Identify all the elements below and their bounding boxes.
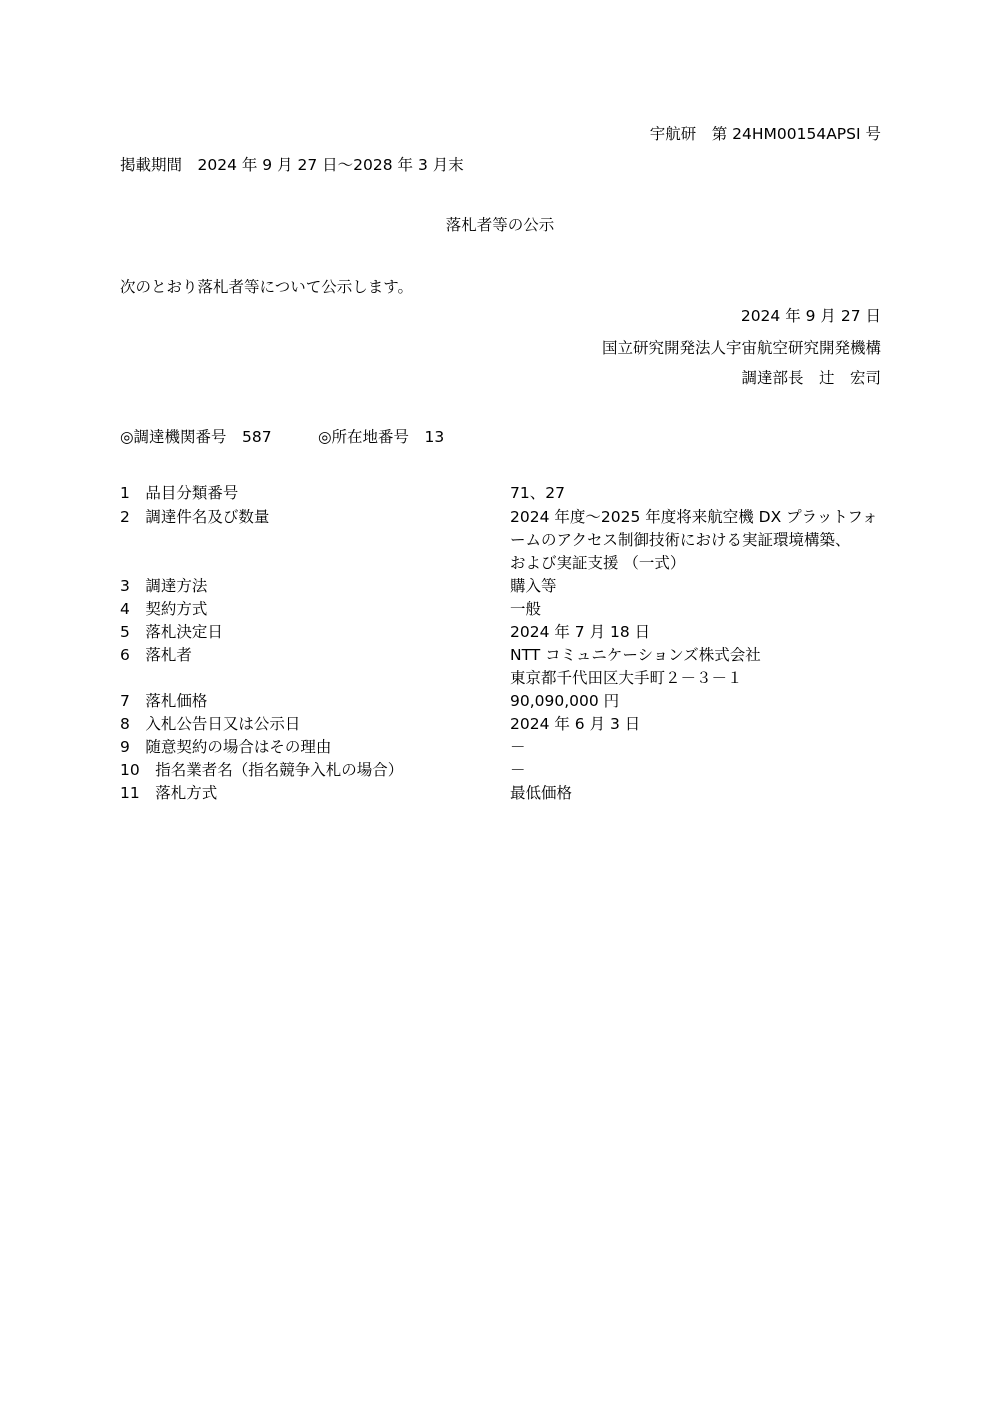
item-label: 10 指名業者名（指名競争入札の場合） (120, 761, 404, 779)
document-number: 宇航研 第 24HM00154APSI 号 (649, 125, 881, 143)
procurement-agency-code: ◎調達機関番号 587 (120, 428, 272, 446)
item-label: 8 入札公告日又は公示日 (120, 715, 301, 733)
item-label: 2 調達件名及び数量 (120, 508, 270, 526)
item-value (510, 759, 526, 782)
item-value (510, 621, 650, 644)
item-value-line: 購入等 (510, 577, 557, 595)
item-value-line: 東京都千代田区大手町２－３－１ (510, 669, 743, 687)
item-value-line: 2024 年 7 月 18 日 (510, 623, 651, 641)
item-value-line: 2024 年度～2025 年度将来航空機 DX プラットフォ (510, 508, 878, 526)
item-label: 6 落札者 (120, 646, 192, 664)
item-value-line: ームのアクセス制御技術における実証環境構築、 (510, 531, 851, 549)
item-value (510, 782, 572, 805)
issuer-organization: 国立研究開発法人宇宙航空研究開発機構 (601, 339, 881, 357)
item-value (510, 713, 640, 736)
issue-date: 2024 年 9 月 27 日 (740, 307, 881, 325)
item-value-line: 90,090,000 円 (510, 692, 620, 710)
item-value (510, 690, 619, 713)
item-value-line: － (510, 761, 526, 779)
item-value-line: 71、27 (510, 484, 565, 502)
item-value-line: － (510, 738, 526, 756)
item-label: 5 落札決定日 (120, 623, 223, 641)
item-value-line: および実証支援 （一式） (510, 554, 686, 572)
intro-text: 次のとおり落札者等について公示します。 (120, 278, 413, 296)
item-value-line: NTT コミュニケーションズ株式会社 (510, 646, 761, 664)
item-value (510, 736, 526, 759)
page-title: 落札者等の公示 (445, 216, 555, 234)
item-value (510, 506, 878, 575)
item-label: 7 落札価格 (120, 692, 208, 710)
item-value (510, 644, 761, 690)
item-value-line: 2024 年 6 月 3 日 (510, 715, 641, 733)
posting-period: 掲載期間 2024 年 9 月 27 日～2028 年 3 月末 (120, 156, 464, 174)
issuer-official: 調達部長 辻 宏司 (741, 369, 881, 387)
item-value (510, 482, 565, 505)
item-label: 11 落札方式 (120, 784, 218, 802)
item-label: 4 契約方式 (120, 600, 208, 618)
item-value-line: 一般 (510, 600, 542, 618)
item-value (510, 598, 541, 621)
item-label: 3 調達方法 (120, 577, 208, 595)
location-code: ◎所在地番号 13 (318, 428, 445, 446)
item-label: 1 品目分類番号 (120, 484, 239, 502)
item-value (510, 575, 557, 598)
item-value-line: 最低価格 (510, 784, 573, 802)
item-label: 9 随意契約の場合はその理由 (120, 738, 332, 756)
